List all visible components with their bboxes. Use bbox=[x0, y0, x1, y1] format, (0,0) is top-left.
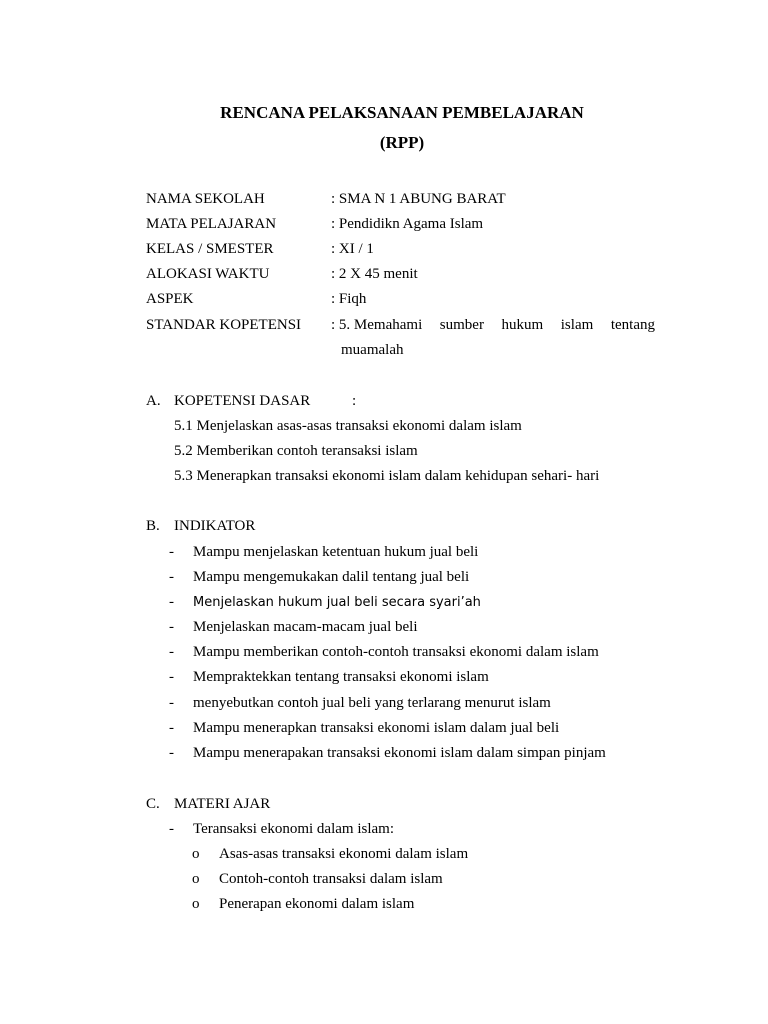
circle-bullet: o bbox=[192, 896, 200, 912]
standar-word: tentang bbox=[610, 317, 655, 333]
label-alokasi-waktu: ALOKASI WAKTU bbox=[146, 266, 270, 282]
value-nama-sekolah: : SMA N 1 ABUNG BARAT bbox=[331, 191, 506, 207]
label-mata-pelajaran: MATA PELAJARAN bbox=[146, 216, 277, 232]
document-title: RENCANA PELAKSANAAN PEMBELAJARAN bbox=[220, 103, 584, 122]
indikator-item: Mampu memberikan contoh-contoh transaksi ekonomi dalam islam bbox=[193, 644, 599, 660]
section-a-colon: : bbox=[352, 393, 357, 409]
indikator-item: Mampu menerapakan transaksi ekonomi islam dalam simpan pinjam bbox=[193, 745, 606, 761]
dash-bullet: - bbox=[169, 669, 174, 685]
standar-word: islam bbox=[560, 317, 594, 333]
materi-sub-item: Contoh-contoh transaksi dalam islam bbox=[219, 871, 443, 887]
dash-bullet: - bbox=[169, 569, 174, 585]
section-b-marker: B. bbox=[146, 518, 160, 534]
value-standar-kopetensi bbox=[331, 316, 655, 334]
dash-bullet: - bbox=[169, 644, 174, 660]
indikator-item: Mempraktekkan tentang transaksi ekonomi islam bbox=[193, 669, 489, 685]
standar-word: : 5. Memahami bbox=[331, 317, 423, 333]
value-aspek: : Fiqh bbox=[331, 291, 367, 307]
value-mata-pelajaran: : Pendidikn Agama Islam bbox=[331, 216, 484, 232]
value-kelas-smester: : XI / 1 bbox=[331, 241, 374, 257]
materi-sub-item: Penerapan ekonomi dalam islam bbox=[219, 896, 415, 912]
dash-bullet: - bbox=[169, 720, 174, 736]
dash-bullet: - bbox=[169, 745, 174, 761]
value-standar-kopetensi-line2: muamalah bbox=[341, 342, 404, 358]
materi-sub-item: Asas-asas transaksi ekonomi dalam islam bbox=[219, 846, 469, 862]
standar-word: hukum bbox=[501, 317, 544, 333]
indikator-item: Menjelaskan hukum jual beli secara syari’ah bbox=[193, 595, 481, 610]
label-nama-sekolah: NAMA SEKOLAH bbox=[146, 191, 265, 207]
section-b-heading: INDIKATOR bbox=[174, 518, 256, 534]
kompetensi-item: 5.2 Memberikan contoh teransaksi islam bbox=[174, 443, 418, 459]
indikator-item: Mampu menjelaskan ketentuan hukum jual beli bbox=[193, 544, 479, 560]
indikator-item: Mampu menerapkan transaksi ekonomi islam dalam jual beli bbox=[193, 720, 560, 736]
dash-bullet: - bbox=[169, 594, 174, 610]
circle-bullet: o bbox=[192, 871, 200, 887]
dash-bullet: - bbox=[169, 544, 174, 560]
kompetensi-item: 5.3 Menerapkan transaksi ekonomi islam dalam kehidupan sehari- hari bbox=[174, 468, 600, 484]
indikator-item: Mampu mengemukakan dalil tentang jual beli bbox=[193, 569, 470, 585]
value-alokasi-waktu: : 2 X 45 menit bbox=[331, 266, 418, 282]
materi-item: Teransaksi ekonomi dalam islam: bbox=[193, 821, 394, 837]
label-standar-kopetensi: STANDAR KOPETENSI bbox=[146, 317, 302, 333]
section-c-heading: MATERI AJAR bbox=[174, 796, 271, 812]
document-subtitle: (RPP) bbox=[379, 133, 425, 152]
section-a-heading: KOPETENSI DASAR bbox=[174, 393, 311, 409]
kompetensi-item: 5.1 Menjelaskan asas-asas transaksi ekonomi dalam islam bbox=[174, 418, 522, 434]
dash-bullet: - bbox=[169, 695, 174, 711]
label-kelas-smester: KELAS / SMESTER bbox=[146, 241, 274, 257]
standar-word: sumber bbox=[439, 317, 484, 333]
indikator-item: menyebutkan contoh jual beli yang terlarang menurut islam bbox=[193, 695, 551, 711]
indikator-item: Menjelaskan macam-macam jual beli bbox=[193, 619, 418, 635]
dash-bullet: - bbox=[169, 821, 174, 837]
section-c-marker: C. bbox=[146, 796, 160, 812]
label-aspek: ASPEK bbox=[146, 291, 194, 307]
section-a-marker: A. bbox=[146, 393, 161, 409]
circle-bullet: o bbox=[192, 846, 200, 862]
dash-bullet: - bbox=[169, 619, 174, 635]
